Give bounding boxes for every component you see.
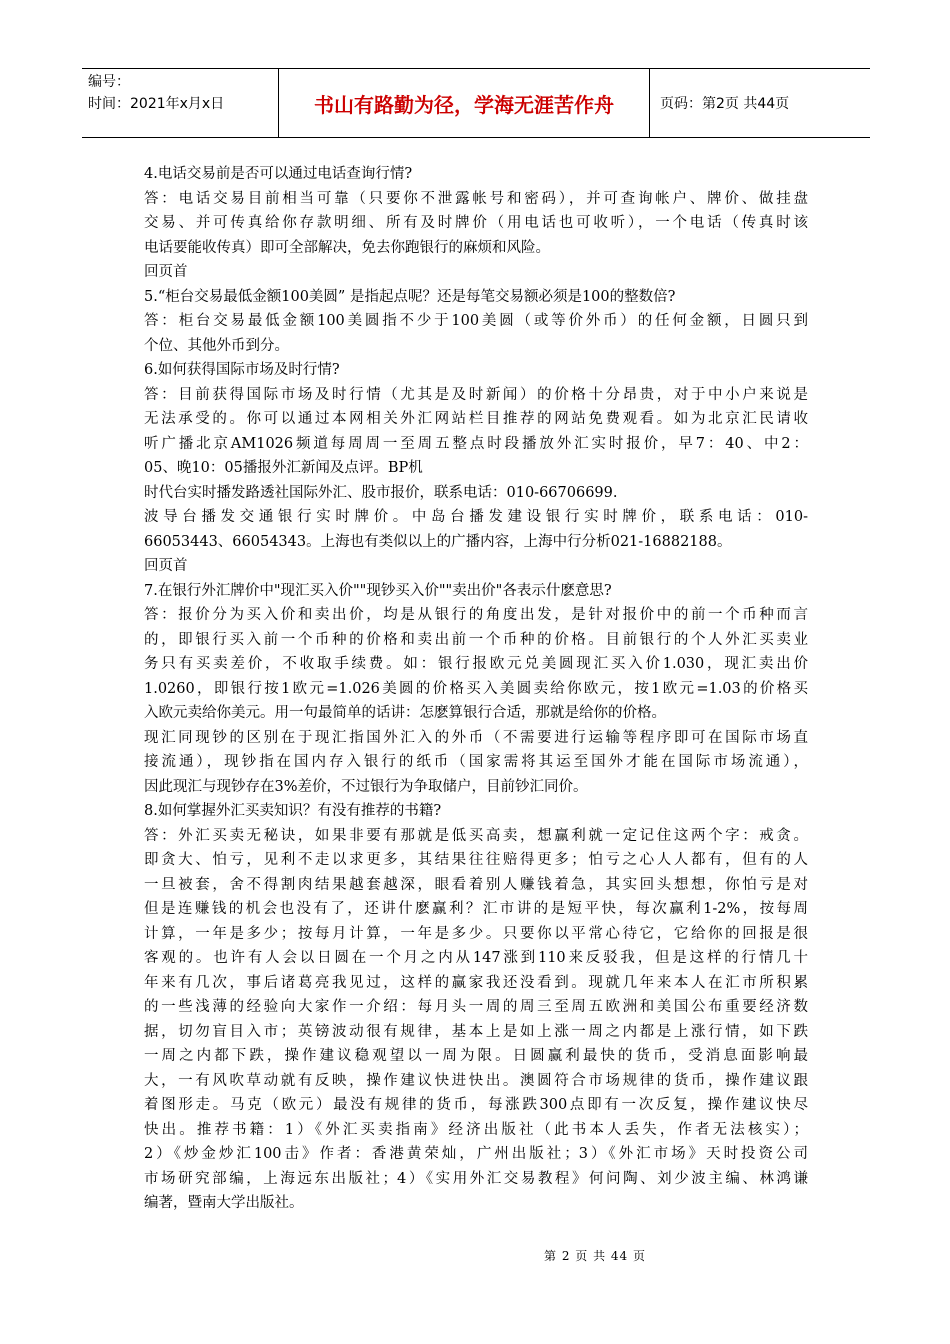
text-line: 答：电话交易目前相当可靠（只要你不泄露帐号和密码），并可查询帐户、牌价、做挂盘 bbox=[144, 190, 808, 207]
text-line: 着图形走。马克（欧元）最没有规律的货币，每涨跌300点即有一次反复，操作建议快尽 bbox=[144, 1097, 808, 1113]
text-line: 时代台实时播发路透社国际外汇、股市报价，联系电话：010-66706699. bbox=[144, 484, 618, 501]
text-line: 一旦被套，舍不得割肉结果越套越深，眼看着别人赚钱着急，其实回头想想，你怕亏是对 bbox=[144, 876, 808, 893]
text-line: 1.0260，即银行按1欧元=1.026美圆的价格买入美圆卖给你欧元，按1欧元=1.03的价格买 bbox=[144, 680, 808, 697]
text-line: 5.“柜台交易最低金额100美圆” 是指起点呢？还是每笔交易额必须是100的整数倍? bbox=[144, 288, 676, 305]
text-line: 务只有买卖差价，不收取手续费。如：银行报欧元兑美圆现汇买入价1.030，现汇卖出价 bbox=[144, 656, 808, 672]
text-line: 8.如何掌握外汇买卖知识？有没有推荐的书籍? bbox=[144, 803, 442, 819]
text-line: 但是连赚钱的机会也没有了，还讲什麽赢利？汇市讲的是短平快，每次赢利1-2%，按每周 bbox=[144, 901, 808, 917]
text-line: 计算，一年是多少；按每月计算，一年是多少。只要你以平常心待它，它给你的回报是很 bbox=[144, 925, 808, 942]
text-line: 66053443、66054343。上海也有类似以上的广播内容，上海中行分析021-16882188。 bbox=[144, 533, 732, 550]
page-footer bbox=[0, 1247, 950, 1264]
text-line: 波导台播发交通银行实时牌价。中岛台播发建设银行实时牌价，联系电话：010- bbox=[144, 509, 808, 525]
header-motto: 书山有路勤为径，学海无涯苦作舟 bbox=[279, 69, 650, 137]
text-line: 回页首 bbox=[144, 264, 188, 280]
text-line: 个位、其他外币到分。 bbox=[144, 337, 289, 354]
header-page-info: 页码：第2页 共44页 bbox=[660, 96, 790, 112]
text-line: 快出。推荐书籍：1）《外汇买卖指南》经济出版社（此书本人丢失，作者无法核实）； bbox=[144, 1121, 808, 1138]
text-line: 答：外汇买卖无秘诀，如果非要有那就是低买高卖，想赢利就一定记住这两个字：戒贪。 bbox=[144, 827, 808, 844]
text-line: 7.在银行外汇牌价中"现汇买入价""现钞买入价""卖出价"各表示什麽意思? bbox=[144, 582, 612, 599]
text-line: 因此现汇与现钞存在3%差价，不过银行为争取储户，目前钞汇同价。 bbox=[144, 778, 588, 795]
text-line: 交易、并可传真给你存款明细、所有及时牌价（用电话也可收听），一个电话（传真时该 bbox=[144, 215, 808, 231]
text-line: 即贪大、怕亏，见利不走以求更多，其结果往往赔得更多；怕亏之心人人都有，但有的人 bbox=[144, 852, 808, 868]
text-line: 电话要能收传真）即可全部解决，免去你跑银行的麻烦和风险。 bbox=[144, 239, 550, 256]
page-header bbox=[82, 68, 870, 138]
text-line: 大，一有风吹草动就有反映，操作建议快进快出。澳圆符合市场规律的货币，操作建议跟 bbox=[144, 1072, 808, 1089]
text-line: 入欧元卖给你美元。用一句最简单的话讲：怎麽算银行合适，那就是给你的价格。 bbox=[144, 705, 666, 721]
text-line: 05、晚10：05播报外汇新闻及点评。BP机 bbox=[144, 460, 423, 476]
text-line: 回页首 bbox=[144, 558, 188, 574]
text-line: 的，即银行买入前一个币种的价格和卖出前一个币种的价格。目前银行的个人外汇买卖业 bbox=[144, 631, 808, 648]
text-line: 接流通），现钞指在国内存入银行的纸币（国家需将其运至国外才能在国际市场流通）， bbox=[144, 754, 808, 770]
text-line: 年来有几次，事后诸葛亮我见过，这样的赢家我还没看到。现就几年来本人在汇市所积累 bbox=[144, 974, 808, 991]
footer-page-number: 第 2 页 共 44 页 bbox=[544, 1249, 646, 1263]
text-line: 答：柜台交易最低金额100美圆指不少于100美圆（或等价外币）的任何金额，日圆只到 bbox=[144, 313, 808, 329]
document-body bbox=[144, 162, 808, 1216]
text-line: 听广播北京AM1026频道每周周一至周五整点时段播放外汇实时报价，早7：40、中2： bbox=[144, 435, 808, 452]
text-line: 一周之内都下跌，操作建议稳观望以一周为限。日圆赢利最快的货币，受消息面影响最 bbox=[144, 1048, 808, 1064]
text-line: 市场研究部编，上海远东出版社；4）《实用外汇交易教程》何问陶、刘少波主编、林鸿谦 bbox=[144, 1170, 808, 1187]
text-line: 现汇同现钞的区别在于现汇指国外汇入的外币（不需要进行运输等程序即可在国际市场直 bbox=[144, 729, 808, 746]
document-date: 时间：2021年x月x日 bbox=[88, 96, 225, 112]
text-line: 编著，暨南大学出版社。 bbox=[144, 1195, 304, 1211]
text-line: 无法承受的。你可以通过本网相关外汇网站栏目推荐的网站免费观看。如为北京汇民请收 bbox=[144, 411, 808, 427]
text-line: 答：目前获得国际市场及时行情（尤其是及时新闻）的价格十分昂贵，对于中小户来说是 bbox=[144, 386, 808, 403]
text-line: 2）《炒金炒汇100击》作者：香港黄荣灿，广州出版社；3）《外汇市场》天时投资公司 bbox=[144, 1146, 808, 1162]
document-number-label: 编号： bbox=[88, 74, 130, 90]
text-line: 6.如何获得国际市场及时行情? bbox=[144, 362, 340, 378]
text-line: 客观的。也许有人会以日圆在一个月之内从147涨到110来反驳我，但是这样的行情几十 bbox=[144, 950, 808, 966]
text-line: 的一些浅薄的经验向大家作一介绍：每月头一周的周三至周五欧洲和美国公布重要经济数 bbox=[144, 999, 808, 1015]
header-meta bbox=[82, 69, 279, 137]
text-line: 据，切勿盲目入市；英镑波动很有规律，基本上是如上涨一周之内都是上涨行情，如下跌 bbox=[144, 1023, 808, 1040]
text-line: 4.电话交易前是否可以通过电话查询行情? bbox=[144, 166, 413, 182]
text-line: 答：报价分为买入价和卖出价，均是从银行的角度出发，是针对报价中的前一个币种而言 bbox=[144, 607, 808, 623]
